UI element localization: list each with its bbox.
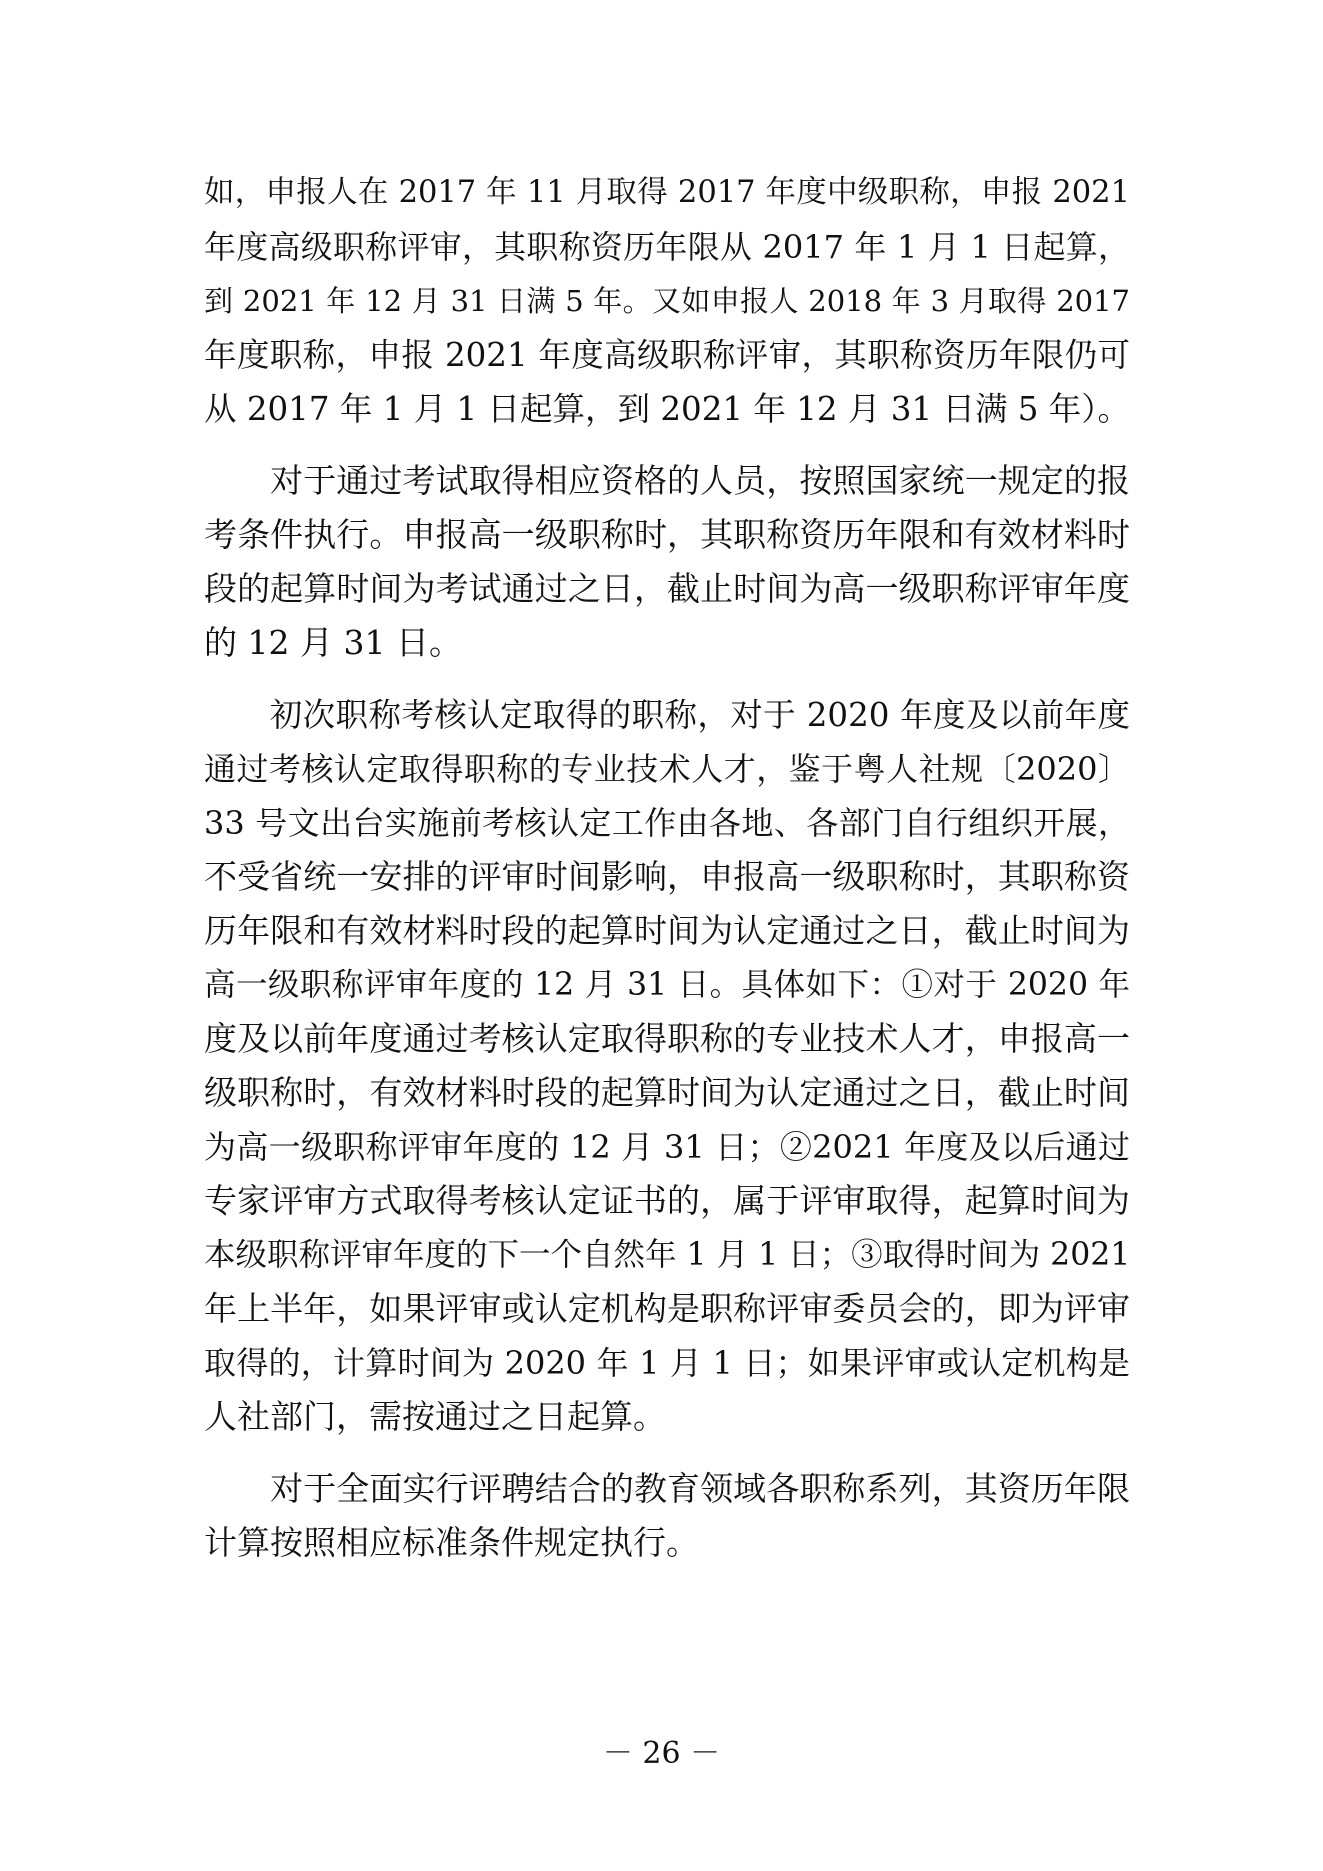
text-line: 本级职称评审年度的下一个自然年 1 月 1 日；③取得时间为 2021 (204, 1237, 1131, 1273)
paragraph-exam-qualification (204, 454, 1130, 670)
text-line: 度及以前年度通过考核认定取得职称的专业技术人才，申报高一 (204, 1019, 1130, 1058)
paragraph-initial-assessment (204, 688, 1130, 1444)
text-line: 到 2021 年 12 月 31 日满 5 年。又如申报人 2018 年 3 月取得 2017 (204, 284, 1130, 318)
text-line: 通过考核认定取得职称的专业技术人才，鉴于粤人社规〔2020〕 (204, 750, 1130, 788)
text-line: 段的起算时间为考试通过之日，截止时间为高一级职称评审年度 (204, 569, 1130, 608)
text-line: 年度职称，申报 2021 年度高级职称评审，其职称资历年限仍可 (204, 336, 1130, 374)
page-body (204, 166, 1130, 1570)
paragraph-example (204, 166, 1130, 436)
text-line: 从 2017 年 1 月 1 日起算，到 2021 年 12 月 31 日满 5 年）。 (204, 390, 1131, 428)
text-line: 计算按照相应标准条件规定执行。 (204, 1523, 699, 1562)
text-line: 高一级职称评审年度的 12 月 31 日。具体如下：①对于 2020 年 (204, 967, 1130, 1003)
paragraph-education-series (204, 1462, 1130, 1570)
text-line: 对于通过考试取得相应资格的人员，按照国家统一规定的报 (204, 461, 1130, 500)
text-line: 如，申报人在 2017 年 11 月取得 2017 年度中级职称，申报 2021 (204, 175, 1130, 210)
text-line: 初次职称考核认定取得的职称，对于 2020 年度及以前年度 (204, 696, 1130, 734)
text-line: 人社部门，需按通过之日起算。 (204, 1397, 666, 1436)
text-line: 33 号文出台实施前考核认定工作由各地、各部门自行组织开展， (204, 804, 1130, 842)
text-line: 的 12 月 31 日。 (204, 623, 462, 662)
text-line: 考条件执行。申报高一级职称时，其职称资历年限和有效材料时 (204, 515, 1130, 554)
text-line: 年度高级职称评审，其职称资历年限从 2017 年 1 月 1 日起算， (204, 228, 1130, 266)
text-line: 历年限和有效材料时段的起算时间为认定通过之日，截止时间为 (204, 911, 1130, 950)
text-line: 不受省统一安排的评审时间影响，申报高一级职称时，其职称资 (204, 857, 1130, 896)
text-line: 对于全面实行评聘结合的教育领域各职称系列，其资历年限 (204, 1469, 1130, 1508)
text-line: 专家评审方式取得考核认定证书的，属于评审取得，起算时间为 (204, 1181, 1130, 1220)
text-line: 取得的，计算时间为 2020 年 1 月 1 日；如果评审或认定机构是 (204, 1344, 1130, 1382)
text-line: 年上半年，如果评审或认定机构是职称评审委员会的，即为评审 (204, 1289, 1130, 1328)
text-line: 为高一级职称评审年度的 12 月 31 日；②2021 年度及以后通过 (204, 1128, 1130, 1166)
page-number: － 26 － (602, 1736, 721, 1771)
text-line: 级职称时，有效材料时段的起算时间为认定通过之日，截止时间 (204, 1073, 1130, 1112)
